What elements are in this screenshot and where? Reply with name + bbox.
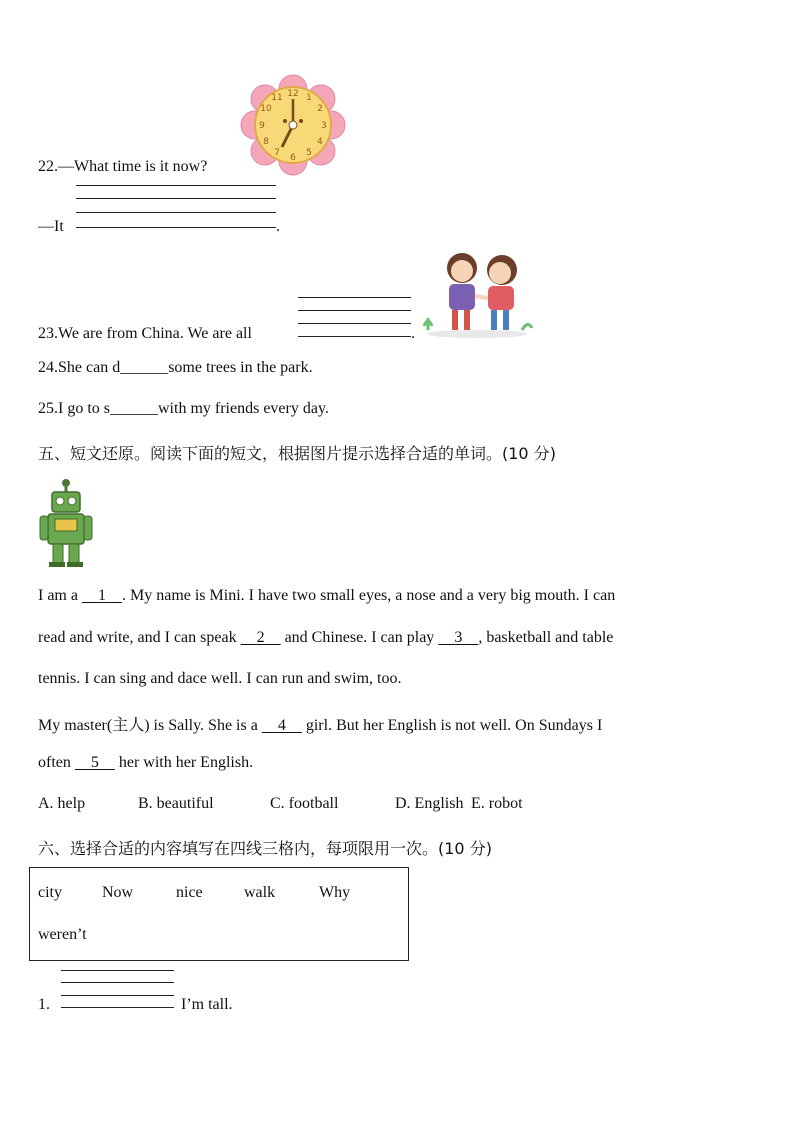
svg-text:12: 12 <box>287 89 299 99</box>
question-25-blank[interactable]: ______ <box>110 400 158 417</box>
word-nice: nice <box>176 884 203 901</box>
question-24-blank[interactable]: ______ <box>120 359 169 376</box>
four-line-grid-23[interactable] <box>298 297 411 339</box>
word-why: Why <box>319 884 351 901</box>
question-22-period: . <box>276 218 280 235</box>
question-24-before: 24.She can d <box>38 359 121 376</box>
clock-picture <box>243 77 343 173</box>
svg-text:3: 3 <box>321 121 327 131</box>
passage-line-4 <box>38 712 602 735</box>
svg-text:4: 4 <box>317 137 323 147</box>
svg-text:2: 2 <box>317 104 323 114</box>
option-b: B. beautiful <box>138 795 214 812</box>
blank-4[interactable] <box>262 717 302 734</box>
svg-text:9: 9 <box>259 121 265 131</box>
question-25-before: 25.I go to s <box>38 400 110 417</box>
passage-text: girl. But her English is not well. On Sundays I <box>301 717 603 734</box>
four-line-grid-22[interactable] <box>76 185 276 230</box>
passage-line-1 <box>38 587 615 605</box>
blank-2[interactable] <box>241 629 281 646</box>
option-e: E. robot <box>471 795 523 812</box>
svg-text:8: 8 <box>263 137 269 147</box>
passage-text: My master(主人) is Sally. She is a <box>38 717 262 734</box>
passage-line-3: tennis. I can sing and dace well. I can run and swim, too. <box>38 670 402 687</box>
question-25-after: with my friends every day. <box>158 400 329 417</box>
word-werent: weren’t <box>38 926 87 943</box>
svg-text:6: 6 <box>290 153 296 163</box>
blank-5[interactable] <box>75 754 115 771</box>
blank-5-number: 5 <box>90 754 99 771</box>
word-walk: walk <box>244 884 276 901</box>
passage-text: , basketball and table <box>478 629 614 646</box>
word-city: city <box>38 884 62 901</box>
section-6-heading: 六、选择合适的内容填写在四线三格内，每项限用一次。(10 分) <box>38 839 492 858</box>
four-line-grid-6-1[interactable] <box>61 970 174 1010</box>
blank-4-number: 4 <box>277 717 286 734</box>
svg-text:11: 11 <box>271 93 283 103</box>
passage-text: and Chinese. I can play <box>280 629 439 646</box>
svg-text:1: 1 <box>306 93 312 103</box>
passage-text: I am a <box>38 587 82 604</box>
section-5-heading: 五、短文还原。阅读下面的短文，根据图片提示选择合适的单词。(10 分) <box>38 444 556 463</box>
question-23-period: . <box>411 325 415 342</box>
section-6-q1-number: 1. <box>38 996 50 1013</box>
option-d: D. English <box>395 795 464 812</box>
passage-text: often <box>38 754 75 771</box>
question-24 <box>38 359 313 377</box>
passage-text: her with her English. <box>114 754 254 771</box>
passage-text: . My name is Mini. I have two small eyes, a nose and a very big mouth. I can <box>121 587 616 604</box>
blank-1[interactable] <box>82 587 122 604</box>
word-now: Now <box>102 884 134 901</box>
question-24-after: some trees in the park. <box>168 359 313 376</box>
question-22-text: 22.—What time is it now? <box>38 158 208 175</box>
passage-line-5 <box>38 754 253 772</box>
svg-text:5: 5 <box>306 148 312 158</box>
passage-text: read and write, and I can speak <box>38 629 241 646</box>
two-girls-picture <box>422 246 537 340</box>
blank-3[interactable] <box>438 629 478 646</box>
option-c: C. football <box>270 795 339 812</box>
svg-text:10: 10 <box>260 104 272 114</box>
blank-3-number: 3 <box>454 629 463 646</box>
option-a: A. help <box>38 795 86 812</box>
question-23-text: 23.We are from China. We are all <box>38 325 252 342</box>
passage-line-2 <box>38 629 613 647</box>
section-6-q1-text: I’m tall. <box>181 996 233 1013</box>
svg-text:7: 7 <box>274 148 280 158</box>
question-22-answer-prefix: —It <box>38 218 64 235</box>
blank-1-number: 1 <box>97 587 106 604</box>
blank-2-number: 2 <box>256 629 265 646</box>
word-bank-box <box>29 867 409 961</box>
robot-picture <box>40 478 92 568</box>
question-25 <box>38 400 329 418</box>
